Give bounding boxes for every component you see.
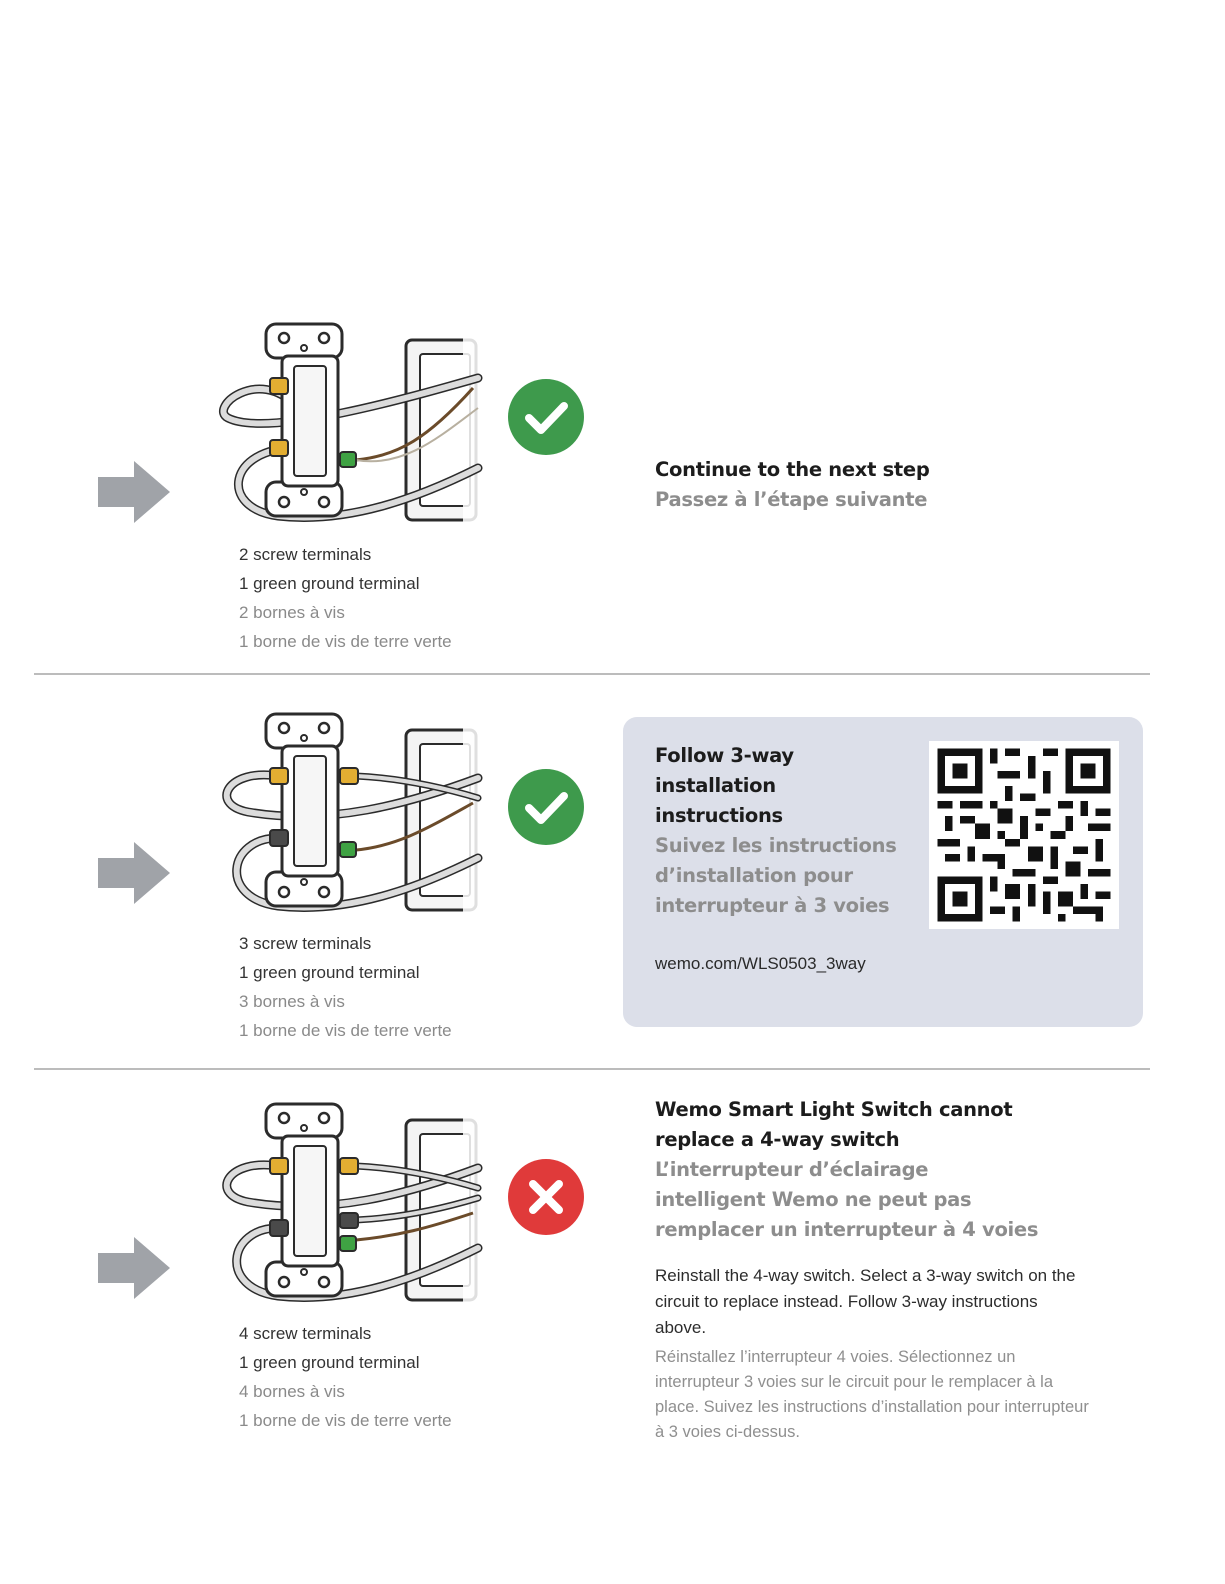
switch-2-terminals-illustration [208, 318, 488, 528]
caption-en-line: 2 screw terminals [239, 545, 372, 564]
result-body-en: Reinstall the 4-way switch. Select a 3-way switch on the circuit to replace instead. Follow 3-way instructions above. [655, 1266, 1076, 1337]
arrow-right-icon [96, 840, 172, 906]
switch-4-terminals-illustration [208, 1098, 488, 1308]
caption-en-line: 3 screw terminals [239, 934, 372, 953]
caption-fr-line: 2 bornes à vis [239, 603, 345, 622]
arrow-right-icon [96, 459, 172, 525]
section-divider [34, 1068, 1150, 1070]
result-title-fr: intelligent Wemo ne peut pas [655, 1188, 972, 1211]
card-title [655, 741, 897, 921]
caption-fr-line: 4 bornes à vis [239, 1382, 345, 1401]
caption-fr-line: 1 borne de vis de terre verte [239, 1021, 452, 1040]
result-title-en: instructions [655, 804, 783, 827]
x-icon [507, 1158, 585, 1236]
caption-fr-line: 1 borne de vis de terre verte [239, 1411, 452, 1430]
result-title-en: replace a 4-way switch [655, 1128, 900, 1151]
caption-en-line: 1 green ground terminal [239, 574, 420, 593]
three-way-instructions-card [623, 717, 1143, 1027]
arrow-right-icon [96, 1235, 172, 1301]
result-title-fr: Suivez les instructions [655, 834, 897, 857]
switch-3-terminals-illustration [208, 708, 488, 918]
result-cannot-replace [655, 1095, 1095, 1445]
terminal-caption [239, 540, 452, 656]
caption-fr-line: 3 bornes à vis [239, 992, 345, 1011]
section-4-terminals [0, 1071, 1225, 1584]
caption-en-line: 1 green ground terminal [239, 963, 420, 982]
result-title-en: Wemo Smart Light Switch cannot [655, 1098, 1013, 1121]
result-title-fr: d’installation pour [655, 864, 853, 887]
result-title-fr: Passez à l’étape suivante [655, 488, 928, 511]
result-title-en: installation [655, 774, 776, 797]
terminal-caption [239, 929, 452, 1045]
caption-en-line: 1 green ground terminal [239, 1353, 420, 1372]
section-divider [34, 673, 1150, 675]
qr-code-icon [929, 741, 1119, 929]
caption-fr-line: 1 borne de vis de terre verte [239, 632, 452, 651]
result-title-fr: L’interrupteur d’éclairage [655, 1158, 929, 1181]
result-title-fr: interrupteur à 3 voies [655, 894, 890, 917]
result-body-fr: Réinstallez l’interrupteur 4 voies. Sélectionnez un interrupteur 3 voies sur le circuit pour le remplacer à la place. Suivez les instructions d’installation pour interrupteur à 3 voies ci-dessus. [655, 1348, 1089, 1441]
terminal-caption [239, 1319, 452, 1435]
qr-code[interactable] [929, 741, 1119, 929]
checkmark-icon [507, 768, 585, 846]
result-title-en: Continue to the next step [655, 458, 930, 481]
result-title-fr: remplacer un interrupteur à 4 voies [655, 1218, 1039, 1241]
caption-en-line: 4 screw terminals [239, 1324, 372, 1343]
three-way-url-link[interactable]: wemo.com/WLS0503_3way [655, 954, 866, 973]
section-2-terminals [0, 0, 1225, 675]
result-title-en: Follow 3-way [655, 744, 794, 767]
result-continue [655, 455, 930, 515]
checkmark-icon [507, 378, 585, 456]
